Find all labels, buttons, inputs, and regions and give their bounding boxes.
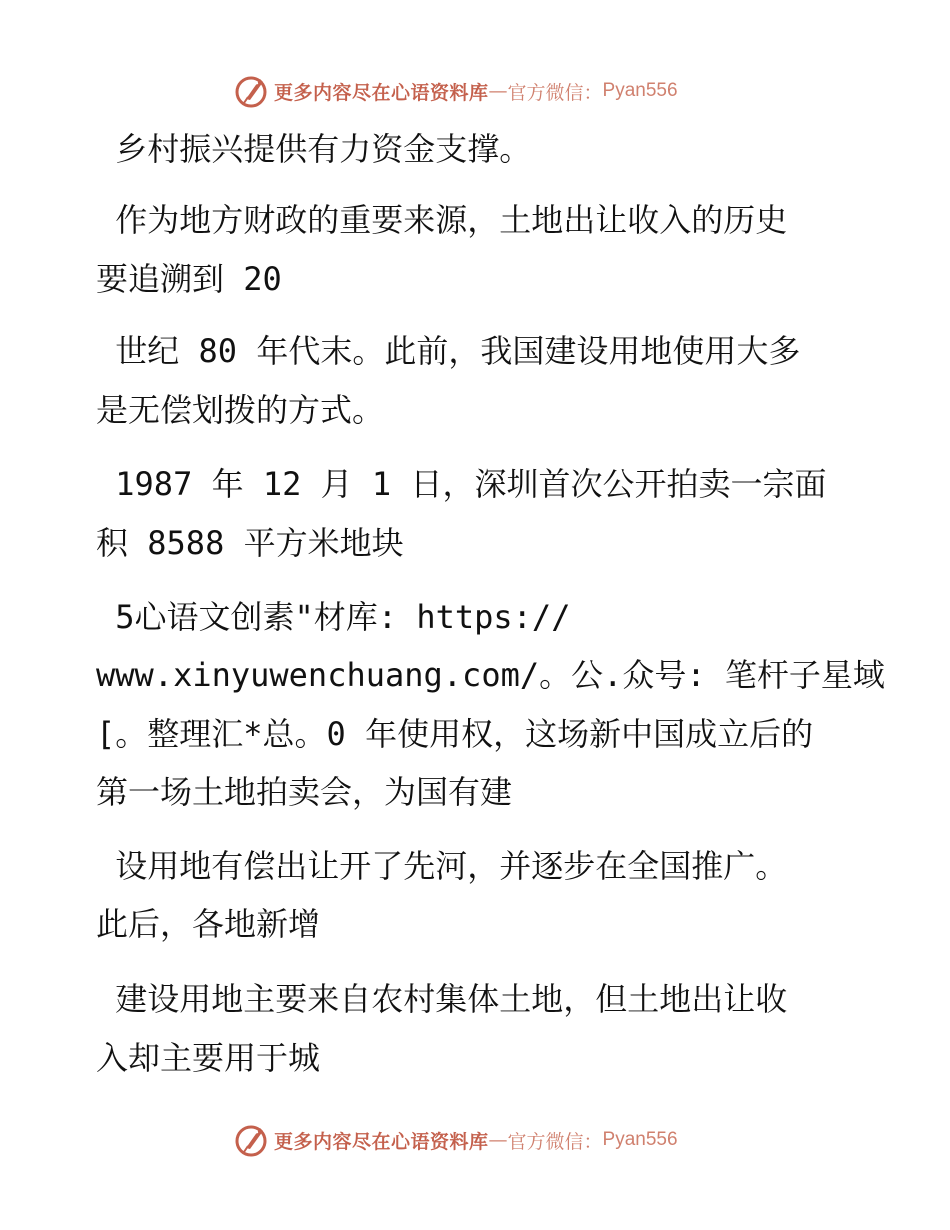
quill-logo-icon: [234, 1122, 270, 1158]
footer-watermark: [234, 1120, 678, 1160]
paragraph-3-line-2: 是无偿划拨的方式。: [96, 391, 385, 429]
paragraph-7-line-1: 建设用地主要来自农村集体土地，但土地出让收: [96, 980, 788, 1018]
paragraph-6-line-2: 此后，各地新增: [96, 905, 321, 943]
watermark-title: 更多内容尽在心语资料库: [274, 1130, 489, 1153]
header-watermark: [234, 71, 678, 111]
paragraph-2-line-1: 作为地方财政的重要来源，土地出让收入的历史: [96, 201, 788, 239]
paragraph-4-line-1: 1987 年 12 月 1 日，深圳首次公开拍卖一宗面: [96, 465, 827, 503]
watermark-wechat-id: Pyan556: [602, 1129, 678, 1150]
paragraph-5-line-3: [。整理汇*总。0 年使用权，这场新中国成立后的: [96, 715, 814, 753]
paragraph-2-line-2: 要追溯到 20: [96, 260, 282, 298]
paragraph-3-line-1: 世纪 80 年代末。此前，我国建设用地使用大多: [96, 332, 801, 370]
paragraph-5-line-1: 5心语文创素"材库: https://: [96, 598, 571, 636]
paragraph-5-line-2: www.xinyuwenchuang.com/。公.众号: 笔杆子星域: [96, 656, 885, 694]
watermark-separator: —: [488, 80, 508, 102]
paragraph-5-line-4: 第一场土地拍卖会，为国有建: [96, 773, 513, 811]
paragraph-6-line-1: 设用地有偿出让开了先河，并逐步在全国推广。: [96, 847, 788, 885]
paragraph-7-line-2: 入却主要用于城: [96, 1039, 321, 1077]
watermark-wechat-label: 官方微信：: [507, 81, 603, 104]
paragraph-4-line-2: 积 8588 平方米地块: [96, 524, 404, 562]
paragraph-1-line-1: 乡村振兴提供有力资金支撑。: [96, 130, 532, 168]
watermark-separator: —: [488, 1129, 508, 1151]
watermark-wechat-id: Pyan556: [602, 80, 678, 101]
quill-logo-icon: [234, 73, 270, 109]
watermark-title: 更多内容尽在心语资料库: [274, 81, 489, 104]
watermark-wechat-label: 官方微信：: [507, 1130, 603, 1153]
